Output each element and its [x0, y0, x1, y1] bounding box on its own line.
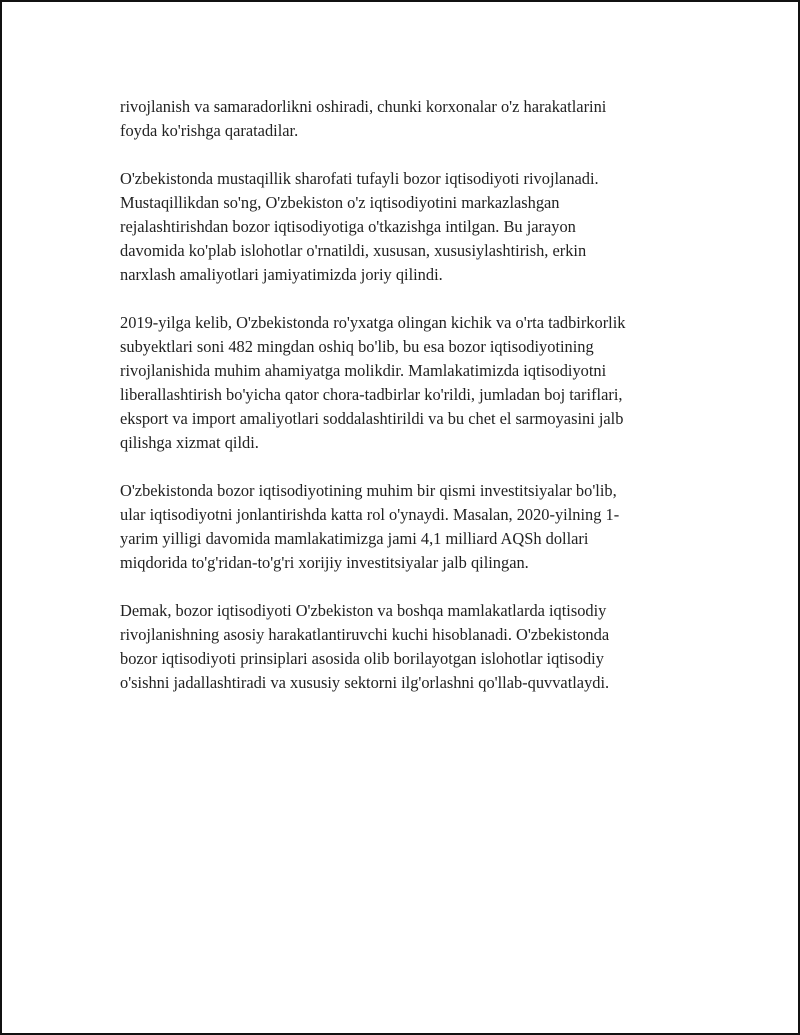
paragraph-1	[120, 95, 690, 143]
text-line: o'sishni jadallashtiradi va xususiy sektorni ilg'orlashni qo'llab-quvvatlaydi.	[120, 673, 610, 692]
text-line: qilishga xizmat qildi.	[120, 433, 259, 452]
text-line: rivojlanishida muhim ahamiyatga molikdir. Mamlakatimizda iqtisodiyotni	[120, 361, 607, 380]
text-line: bozor iqtisodiyoti prinsiplari asosida olib borilayotgan islohotlar iqtisodiy	[120, 649, 604, 668]
text-line: rivojlanish va samaradorlikni oshiradi, chunki korxonalar o'z harakatlarini	[120, 97, 607, 116]
text-line: ular iqtisodiyotni jonlantirishda katta rol o'ynaydi. Masalan, 2020-yilning 1-	[120, 505, 620, 524]
text-line: miqdorida to'g'ridan-to'g'ri xorijiy investitsiyalar jalb qilingan.	[120, 553, 529, 572]
text-line: rivojlanishning asosiy harakatlantiruvchi kuchi hisoblanadi. O'zbekistonda	[120, 625, 610, 644]
text-line: Mustaqillikdan so'ng, O'zbekiston o'z iqtisodiyotini markazlashgan	[120, 193, 560, 212]
text-line: O'zbekistonda mustaqillik sharofati tufayli bozor iqtisodiyoti rivojlanadi.	[120, 169, 599, 188]
document-body	[120, 95, 690, 695]
paragraph-3	[120, 311, 690, 455]
text-line: narxlash amaliyotlari jamiyatimizda joriy qilindi.	[120, 265, 443, 284]
paragraph-5	[120, 599, 690, 695]
text-line: rejalashtirishdan bozor iqtisodiyotiga o'tkazishga intilgan. Bu jarayon	[120, 217, 576, 236]
paragraph-2	[120, 167, 690, 287]
text-line: 2019-yilga kelib, O'zbekistonda ro'yxatga olingan kichik va o'rta tadbirkorlik	[120, 313, 626, 332]
text-line: O'zbekistonda bozor iqtisodiyotining muhim bir qismi investitsiyalar bo'lib,	[120, 481, 617, 500]
text-line: davomida ko'plab islohotlar o'rnatildi, xususan, xususiylashtirish, erkin	[120, 241, 587, 260]
text-line: subyektlari soni 482 mingdan oshiq bo'lib, bu esa bozor iqtisodiyotining	[120, 337, 594, 356]
text-line: liberallashtirish bo'yicha qator chora-tadbirlar ko'rildi, jumladan boj tariflari,	[120, 385, 623, 404]
paragraph-4	[120, 479, 690, 575]
text-line: yarim yilligi davomida mamlakatimizga jami 4,1 milliard AQSh dollari	[120, 529, 589, 548]
text-line: foyda ko'rishga qaratadilar.	[120, 121, 299, 140]
text-line: Demak, bozor iqtisodiyoti O'zbekiston va boshqa mamlakatlarda iqtisodiy	[120, 601, 607, 620]
text-line: eksport va import amaliyotlari soddalashtirildi va bu chet el sarmoyasini jalb	[120, 409, 624, 428]
